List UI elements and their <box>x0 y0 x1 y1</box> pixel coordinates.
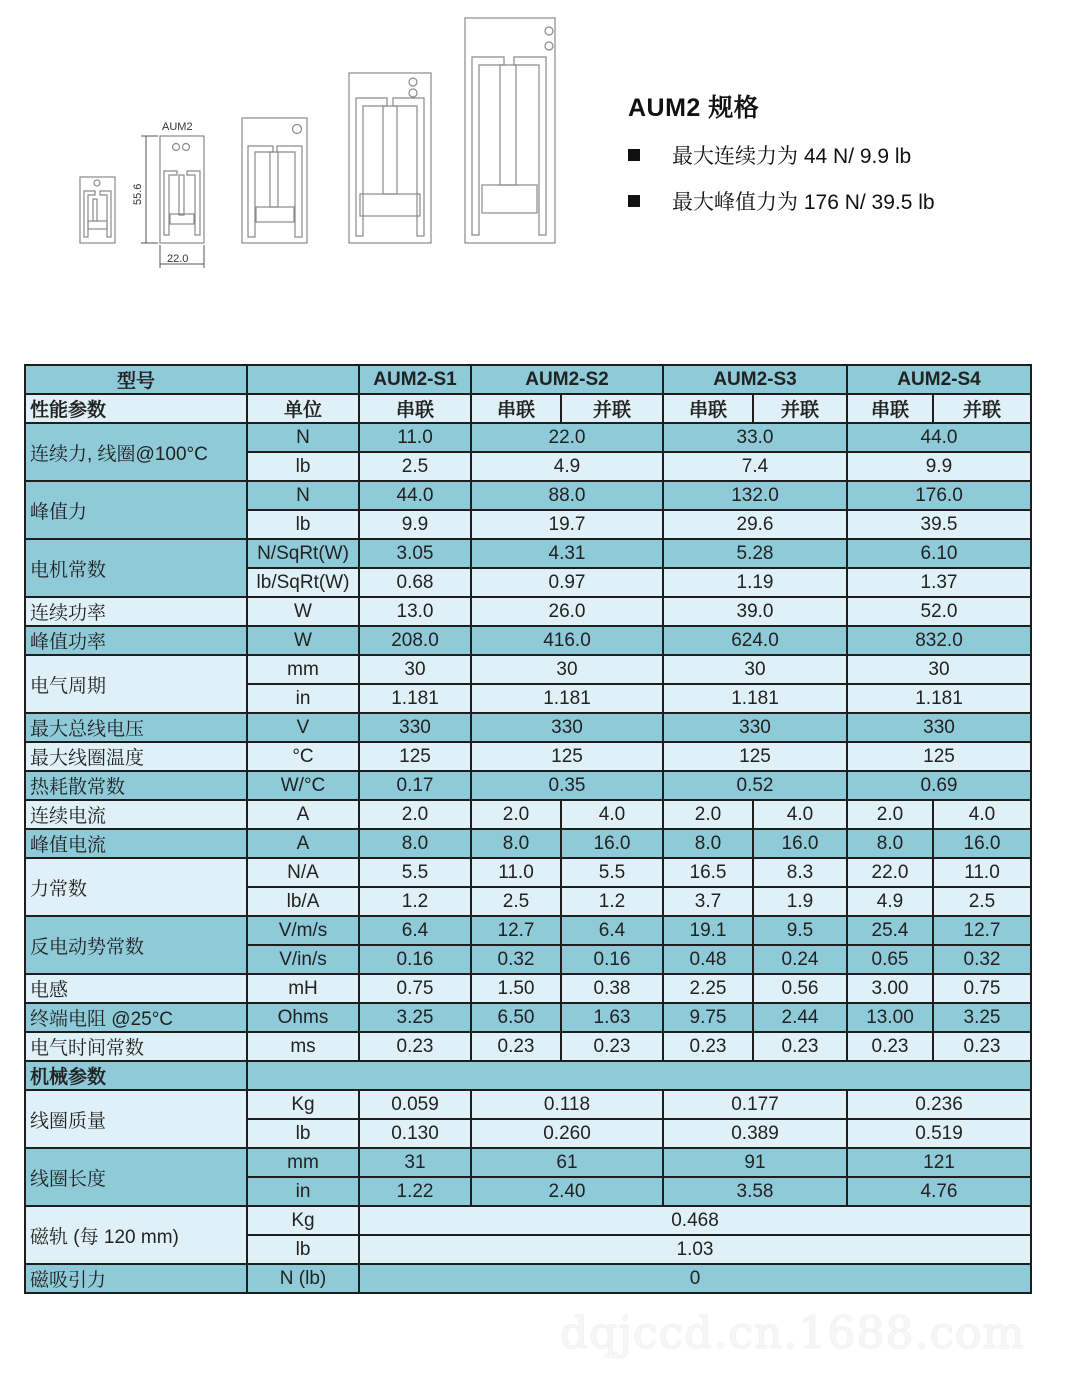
coil-drawing-s1 <box>80 177 115 243</box>
value-cell: 5.5 <box>561 858 663 887</box>
value-cell: 9.75 <box>663 1003 753 1032</box>
value-cell: 0.35 <box>471 771 663 800</box>
value-cell: 8.3 <box>753 858 847 887</box>
coil-drawing-s2-dimensioned <box>160 136 204 243</box>
value-cell: 12.7 <box>471 916 561 945</box>
value-cell: 29.6 <box>663 510 847 539</box>
value-cell: 0.118 <box>471 1090 663 1119</box>
value-cell: 39.0 <box>663 597 847 626</box>
value-cell: 16.5 <box>663 858 753 887</box>
row-label: 磁轨 (每 120 mm) <box>25 1206 247 1264</box>
table-row <box>25 800 1031 829</box>
value-cell: 39.5 <box>847 510 1031 539</box>
value-cell: 11.0 <box>359 423 471 452</box>
value-cell: 0.17 <box>359 771 471 800</box>
value-cell: 0.68 <box>359 568 471 597</box>
unit-cell: lb <box>247 452 359 481</box>
coil-drawing-s4 <box>349 73 431 243</box>
header-series: 串联 <box>471 394 561 423</box>
value-cell: 8.0 <box>359 829 471 858</box>
value-cell: 125 <box>663 742 847 771</box>
value-cell: 330 <box>359 713 471 742</box>
value-cell: 330 <box>847 713 1031 742</box>
unit-cell: mm <box>247 1148 359 1177</box>
value-cell: 4.0 <box>561 800 663 829</box>
watermark: dqjccd.cn.1688.com <box>560 1308 1026 1359</box>
value-cell: 88.0 <box>471 481 663 510</box>
row-label: 线圈长度 <box>25 1148 247 1206</box>
value-cell: 0.23 <box>663 1032 753 1061</box>
value-cell: 5.5 <box>359 858 471 887</box>
unit-cell: mm <box>247 655 359 684</box>
value-cell: 13.0 <box>359 597 471 626</box>
table-row <box>25 1206 1031 1235</box>
section-header-blank <box>247 1061 1031 1090</box>
spec-block <box>628 88 1048 232</box>
height-dimension: 55.6 <box>132 183 144 205</box>
unit-cell: N <box>247 481 359 510</box>
value-cell: 0.389 <box>663 1119 847 1148</box>
value-cell: 0.519 <box>847 1119 1031 1148</box>
row-label: 电机常数 <box>25 539 247 597</box>
row-label: 线圈质量 <box>25 1090 247 1148</box>
unit-cell: Kg <box>247 1206 359 1235</box>
unit-cell: in <box>247 684 359 713</box>
value-cell: 0.23 <box>561 1032 663 1061</box>
value-cell: 0.38 <box>561 974 663 1003</box>
value-cell: 208.0 <box>359 626 471 655</box>
spec-line-continuous <box>628 140 1048 170</box>
spec-table <box>24 364 1032 1294</box>
table-row <box>25 597 1031 626</box>
table-row <box>25 539 1031 568</box>
header-series: 串联 <box>847 394 933 423</box>
table-row <box>25 916 1031 945</box>
value-cell: 9.9 <box>847 452 1031 481</box>
value-cell: 16.0 <box>933 829 1031 858</box>
value-cell: 0.260 <box>471 1119 663 1148</box>
spec-text-peak: 最大峰值力为 176 N/ 39.5 lb <box>672 191 935 214</box>
row-label: 反电动势常数 <box>25 916 247 974</box>
value-cell: 0.23 <box>471 1032 561 1061</box>
table-row <box>25 742 1031 771</box>
value-cell: 30 <box>359 655 471 684</box>
spec-text-continuous: 最大连续力为 44 N/ 9.9 lb <box>672 145 912 168</box>
header-blank <box>247 365 359 394</box>
value-cell: 125 <box>471 742 663 771</box>
table-row <box>25 1090 1031 1119</box>
value-cell: 0.23 <box>847 1032 933 1061</box>
row-label: 电气周期 <box>25 655 247 713</box>
spec-title: AUM2 规格 <box>628 94 760 122</box>
value-cell: 330 <box>663 713 847 742</box>
table-row <box>25 771 1031 800</box>
unit-cell: V <box>247 713 359 742</box>
value-cell: 0.48 <box>663 945 753 974</box>
header-unit: 单位 <box>247 394 359 423</box>
value-cell: 6.10 <box>847 539 1031 568</box>
table-row <box>25 1061 1031 1090</box>
value-cell: 0.130 <box>359 1119 471 1148</box>
value-cell: 1.9 <box>753 887 847 916</box>
value-cell: 1.37 <box>847 568 1031 597</box>
value-cell: 22.0 <box>471 423 663 452</box>
value-cell: 2.40 <box>471 1177 663 1206</box>
value-cell: 2.5 <box>359 452 471 481</box>
section-header-mechanical: 机械参数 <box>25 1061 247 1090</box>
value-cell: 22.0 <box>847 858 933 887</box>
header-s4: AUM2-S4 <box>847 365 1031 394</box>
coil-drawing-s5 <box>465 18 555 243</box>
table-row <box>25 1148 1031 1177</box>
table-row <box>25 365 1031 394</box>
model-label: AUM2 <box>162 121 193 133</box>
value-cell: 2.0 <box>471 800 561 829</box>
value-cell: 44.0 <box>847 423 1031 452</box>
row-label: 电感 <box>25 974 247 1003</box>
row-label: 力常数 <box>25 858 247 916</box>
unit-cell: mH <box>247 974 359 1003</box>
value-cell: 11.0 <box>933 858 1031 887</box>
value-cell: 0.23 <box>933 1032 1031 1061</box>
value-cell: 1.50 <box>471 974 561 1003</box>
value-cell: 26.0 <box>471 597 663 626</box>
unit-cell: V/m/s <box>247 916 359 945</box>
value-cell: 0.52 <box>663 771 847 800</box>
value-cell: 5.28 <box>663 539 847 568</box>
value-cell: 1.181 <box>663 684 847 713</box>
table-row <box>25 1264 1031 1293</box>
unit-cell: lb <box>247 1119 359 1148</box>
value-cell: 1.19 <box>663 568 847 597</box>
value-cell: 6.4 <box>561 916 663 945</box>
table-row <box>25 1003 1031 1032</box>
value-cell: 125 <box>847 742 1031 771</box>
value-cell: 52.0 <box>847 597 1031 626</box>
unit-cell: W/°C <box>247 771 359 800</box>
value-cell: 416.0 <box>471 626 663 655</box>
header-s1: AUM2-S1 <box>359 365 471 394</box>
header-series: 串联 <box>663 394 753 423</box>
width-dimension: 22.0 <box>167 253 189 265</box>
value-cell: 19.7 <box>471 510 663 539</box>
table-row <box>25 626 1031 655</box>
value-cell: 624.0 <box>663 626 847 655</box>
value-cell: 4.9 <box>847 887 933 916</box>
unit-cell: Kg <box>247 1090 359 1119</box>
value-cell: 4.0 <box>753 800 847 829</box>
unit-cell: lb/A <box>247 887 359 916</box>
row-label: 峰值电流 <box>25 829 247 858</box>
value-cell: 33.0 <box>663 423 847 452</box>
unit-cell: W <box>247 626 359 655</box>
value-cell: 61 <box>471 1148 663 1177</box>
value-cell: 0.236 <box>847 1090 1031 1119</box>
value-cell: 132.0 <box>663 481 847 510</box>
value-cell: 9.9 <box>359 510 471 539</box>
value-cell: 6.50 <box>471 1003 561 1032</box>
unit-cell: N (lb) <box>247 1264 359 1293</box>
value-cell: 8.0 <box>663 829 753 858</box>
value-cell: 1.181 <box>847 684 1031 713</box>
row-label: 终端电阻 @25°C <box>25 1003 247 1032</box>
row-label: 热耗散常数 <box>25 771 247 800</box>
value-cell: 30 <box>471 655 663 684</box>
value-cell: 4.0 <box>933 800 1031 829</box>
value-cell: 12.7 <box>933 916 1031 945</box>
value-cell: 2.5 <box>933 887 1031 916</box>
table-row <box>25 713 1031 742</box>
unit-cell: A <box>247 829 359 858</box>
value-cell: 30 <box>663 655 847 684</box>
value-cell: 0 <box>359 1264 1031 1293</box>
unit-cell: A <box>247 800 359 829</box>
value-cell: 44.0 <box>359 481 471 510</box>
value-cell: 3.7 <box>663 887 753 916</box>
header-series: 串联 <box>359 394 471 423</box>
value-cell: 2.0 <box>359 800 471 829</box>
value-cell: 0.75 <box>933 974 1031 1003</box>
row-label: 最大总线电压 <box>25 713 247 742</box>
unit-cell: ms <box>247 1032 359 1061</box>
unit-cell: in <box>247 1177 359 1206</box>
value-cell: 2.25 <box>663 974 753 1003</box>
row-label: 磁吸引力 <box>25 1264 247 1293</box>
value-cell: 3.25 <box>359 1003 471 1032</box>
header-model: 型号 <box>25 365 247 394</box>
header-parallel: 并联 <box>753 394 847 423</box>
value-cell: 1.181 <box>359 684 471 713</box>
value-cell: 3.05 <box>359 539 471 568</box>
value-cell: 1.63 <box>561 1003 663 1032</box>
value-cell: 8.0 <box>471 829 561 858</box>
value-cell: 19.1 <box>663 916 753 945</box>
unit-cell: °C <box>247 742 359 771</box>
value-cell: 0.56 <box>753 974 847 1003</box>
value-cell: 2.0 <box>663 800 753 829</box>
value-cell: 3.00 <box>847 974 933 1003</box>
value-cell: 7.4 <box>663 452 847 481</box>
header-parallel: 并联 <box>933 394 1031 423</box>
row-label: 峰值力 <box>25 481 247 539</box>
table-row <box>25 655 1031 684</box>
square-bullet-icon <box>628 149 640 161</box>
value-cell: 0.16 <box>561 945 663 974</box>
value-cell: 0.059 <box>359 1090 471 1119</box>
unit-cell: N/A <box>247 858 359 887</box>
value-cell: 8.0 <box>847 829 933 858</box>
table-row <box>25 829 1031 858</box>
value-cell: 1.03 <box>359 1235 1031 1264</box>
value-cell: 25.4 <box>847 916 933 945</box>
row-label: 连续力, 线圈@100°C <box>25 423 247 481</box>
unit-cell: Ohms <box>247 1003 359 1032</box>
unit-cell: lb <box>247 510 359 539</box>
unit-cell: N <box>247 423 359 452</box>
row-label: 峰值功率 <box>25 626 247 655</box>
value-cell: 330 <box>471 713 663 742</box>
value-cell: 0.65 <box>847 945 933 974</box>
value-cell: 1.2 <box>561 887 663 916</box>
value-cell: 30 <box>847 655 1031 684</box>
header-s3: AUM2-S3 <box>663 365 847 394</box>
table-row <box>25 974 1031 1003</box>
value-cell: 3.25 <box>933 1003 1031 1032</box>
value-cell: 1.181 <box>471 684 663 713</box>
value-cell: 91 <box>663 1148 847 1177</box>
value-cell: 4.9 <box>471 452 663 481</box>
value-cell: 125 <box>359 742 471 771</box>
value-cell: 0.23 <box>359 1032 471 1061</box>
square-bullet-icon <box>628 195 640 207</box>
value-cell: 0.69 <box>847 771 1031 800</box>
value-cell: 3.58 <box>663 1177 847 1206</box>
value-cell: 6.4 <box>359 916 471 945</box>
value-cell: 0.177 <box>663 1090 847 1119</box>
value-cell: 11.0 <box>471 858 561 887</box>
table-row <box>25 394 1031 423</box>
coil-drawing-s3 <box>242 118 307 243</box>
value-cell: 31 <box>359 1148 471 1177</box>
value-cell: 832.0 <box>847 626 1031 655</box>
row-label: 最大线圈温度 <box>25 742 247 771</box>
unit-cell: lb <box>247 1235 359 1264</box>
value-cell: 2.0 <box>847 800 933 829</box>
value-cell: 16.0 <box>561 829 663 858</box>
value-cell: 4.31 <box>471 539 663 568</box>
value-cell: 0.75 <box>359 974 471 1003</box>
value-cell: 0.468 <box>359 1206 1031 1235</box>
header-s2: AUM2-S2 <box>471 365 663 394</box>
unit-cell: lb/SqRt(W) <box>247 568 359 597</box>
unit-cell: W <box>247 597 359 626</box>
row-label: 电气时间常数 <box>25 1032 247 1061</box>
coil-drawings <box>0 0 600 280</box>
unit-cell: N/SqRt(W) <box>247 539 359 568</box>
value-cell: 9.5 <box>753 916 847 945</box>
value-cell: 0.16 <box>359 945 471 974</box>
table-row <box>25 1032 1031 1061</box>
value-cell: 176.0 <box>847 481 1031 510</box>
value-cell: 0.32 <box>933 945 1031 974</box>
value-cell: 0.97 <box>471 568 663 597</box>
value-cell: 0.23 <box>753 1032 847 1061</box>
value-cell: 2.44 <box>753 1003 847 1032</box>
value-cell: 1.2 <box>359 887 471 916</box>
table-row <box>25 858 1031 887</box>
header-parallel: 并联 <box>561 394 663 423</box>
value-cell: 1.22 <box>359 1177 471 1206</box>
value-cell: 4.76 <box>847 1177 1031 1206</box>
value-cell: 13.00 <box>847 1003 933 1032</box>
spec-line-peak <box>628 186 1048 216</box>
value-cell: 121 <box>847 1148 1031 1177</box>
value-cell: 0.32 <box>471 945 561 974</box>
value-cell: 0.24 <box>753 945 847 974</box>
table-row <box>25 423 1031 452</box>
value-cell: 2.5 <box>471 887 561 916</box>
row-label: 连续功率 <box>25 597 247 626</box>
unit-cell: V/in/s <box>247 945 359 974</box>
value-cell: 16.0 <box>753 829 847 858</box>
row-label: 连续电流 <box>25 800 247 829</box>
header-perf: 性能参数 <box>25 394 247 423</box>
table-row <box>25 481 1031 510</box>
